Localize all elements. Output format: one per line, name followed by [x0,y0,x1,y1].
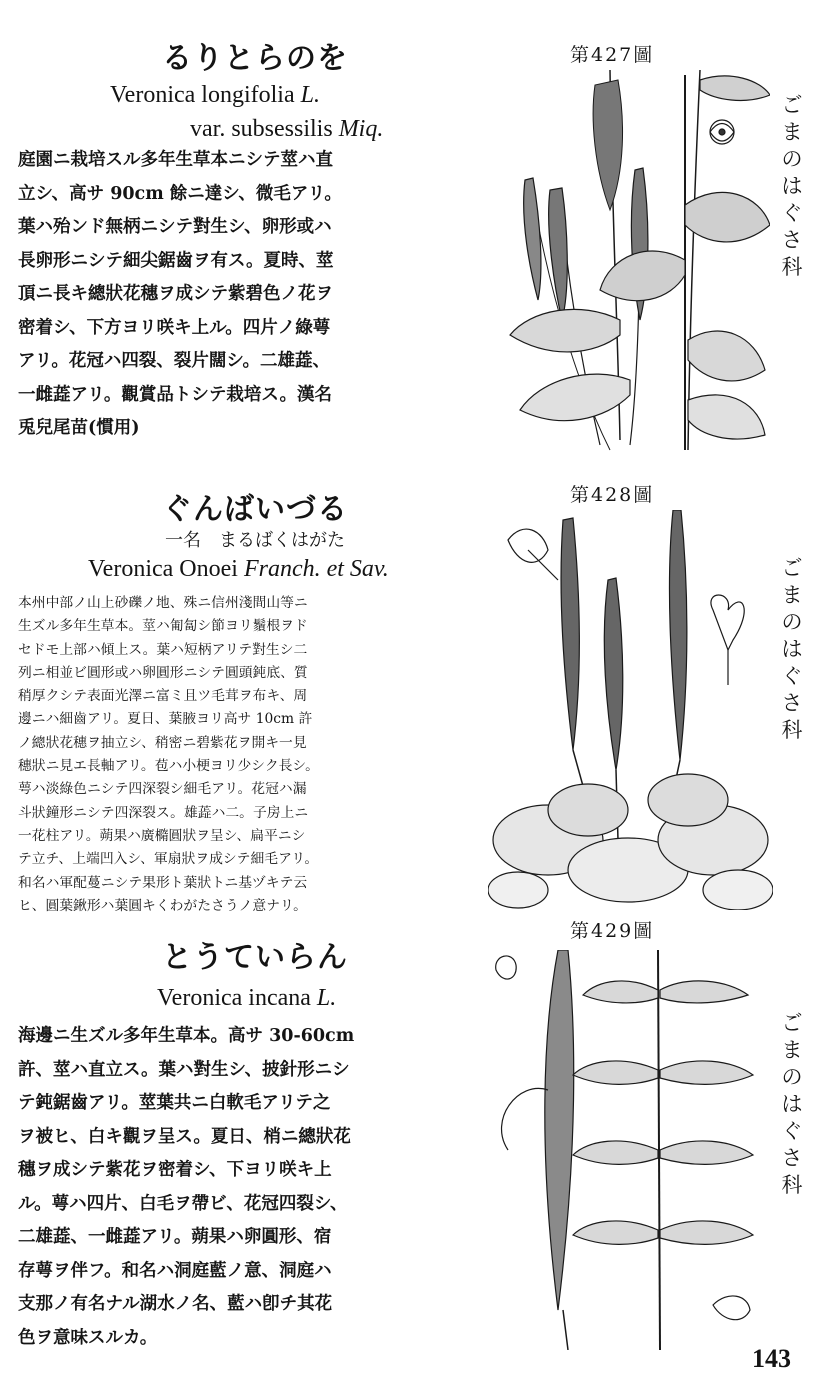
family-char: ぐ [781,1119,803,1143]
description-line: ヲ被ヒ、白キ觀ヲ呈ス。夏日、梢ニ總狀花 [18,1126,351,1147]
entry-title: とうていらん [162,940,348,975]
description-line: 長卵形ニシテ細尖鋸齒ヲ有ス。夏時、莖 [18,250,334,271]
scientific-name: Veronica Onoei Franch. et Sav. [88,556,389,582]
family-char: さ [781,1146,803,1170]
description-line: ル。萼ハ四片、白毛ヲ帶ビ、花冠四裂シ、 [18,1193,348,1214]
family-char: ぐ [781,664,803,688]
description-line: 生ズル多年生草本。莖ハ匍匐シ節ヨリ鬚根ヲド [18,618,308,635]
family-char: の [781,610,803,634]
description-line: ノ總狀花穗ヲ抽立シ、稍密ニ碧紫花ヲ開キ一見 [18,734,307,751]
entry-title: るりとらのを [162,41,348,76]
family-char: 科 [781,718,803,742]
description-line: セドモ上部ハ傾上ス。葉ハ短柄アリテ對生シ二 [18,641,308,658]
family-char: は [781,1092,803,1116]
description-line: 邊ニハ細齒アリ。夏日、葉腋ヨリ高サ 10cm 許 [18,711,313,728]
family-char: ぐ [781,201,803,225]
family-char: さ [781,691,803,715]
family-char: ま [781,583,803,607]
scientific-name: Veronica incana L. [157,985,337,1011]
family-label [778,1010,806,1199]
description-line: 稍厚クシテ表面光澤ニ富ミ且ツ毛茸ヲ布キ、周 [18,688,308,705]
entry-description [18,1020,488,1355]
family-char: ご [781,1011,803,1035]
entry-429 [0,910,840,1348]
family-char: ま [781,120,803,144]
family-char: ご [781,93,803,117]
description-line: 本州中部ノ山上砂礫ノ地、殊ニ信州淺間山等ニ [18,595,308,611]
description-line: 庭園ニ栽培スル多年生草本ニシテ莖ハ直 [18,150,333,170]
variety-name: var. subsessilis Miq. [190,116,384,142]
family-char: 科 [781,1173,803,1197]
family-char: の [781,1065,803,1089]
entry-427 [0,0,840,470]
description-line: 列ニ相並ビ圓形或ハ卵圓形ニシテ圓頭鈍底、質 [18,664,308,681]
description-line: アリ。花冠ハ四裂、裂片闊シ。二雄蕋、 [18,351,331,371]
description-line: 斗狀鐘形ニシテ四深裂ス。雄蕋ハ二。子房上ニ [18,804,309,821]
description-line: 海邊ニ生ズル多年生草本。高サ 30-60cm [18,1026,355,1046]
family-char: ご [781,556,803,580]
family-char: 科 [781,255,803,279]
description-line: 穗狀ニ見エ長軸アリ。苞ハ小梗ヨリ少シク長シ。 [18,758,319,775]
description-line: 色ヲ意味スルカ。 [18,1327,158,1348]
family-char: の [781,147,803,171]
figure-label: 第428圖 [570,484,655,506]
scientific-name: Veronica longifolia L. [110,82,320,108]
page-number: 143 [752,1344,791,1373]
family-char: ま [781,1038,803,1062]
entry-title: ぐんばいづる [162,492,348,527]
figure-label: 第427圖 [570,44,655,66]
description-line: 和名ハ軍配蔓ニシテ果形ト葉狀トニ基ヅキテ云 [18,874,308,891]
alternate-name: 一名 まるばくはがた [165,530,345,551]
description-line: テ鈍鋸齒アリ。莖葉共ニ白軟毛アリテ之 [18,1093,331,1113]
family-label [778,555,806,744]
description-line: 葉ハ殆ンド無柄ニシテ對生シ、卵形或ハ [18,217,332,237]
figure-label: 第429圖 [570,920,655,942]
entry-description [18,592,488,918]
description-line: テ立チ、上端凹入シ、軍扇狀ヲ成シテ細毛アリ。 [18,851,319,868]
entry-description [18,144,488,446]
description-line: 許、莖ハ直立ス。葉ハ對生シ、披針形ニシ [18,1059,350,1080]
description-line: ヒ、圓葉鍬形ハ葉圓キくわがたさうノ意ナリ。 [18,897,307,914]
description-line: 支那ノ有名ナル湖水ノ名、藍ハ卽チ其花 [18,1294,333,1314]
family-char: は [781,637,803,661]
plant-illustration-429 [488,950,773,1350]
description-line: 存萼ヲ伴フ。和名ハ洞庭藍ノ意、洞庭ハ [18,1260,332,1281]
description-line: 一雌蕋アリ。觀賞品トシテ栽培ス。漢名 [18,384,332,405]
family-char: さ [781,228,803,252]
family-char: は [781,174,803,198]
description-line: 立シ、高サ 90cm 餘ニ達シ、微毛アリ。 [18,183,342,204]
description-line: 二雄蕋、一雌蕋アリ。蒴果ハ卵圓形、宿 [18,1227,332,1247]
description-line: 萼ハ淡綠色ニシテ四深裂シ細毛アリ。花冠ハ漏 [18,781,307,798]
description-line: 密着シ、下方ヨリ咲キ上ル。四片ノ綠萼 [18,317,331,338]
plant-illustration-428 [488,510,773,910]
entry-428 [0,470,840,914]
family-label [778,92,806,281]
description-line: 頂ニ長キ總狀花穗ヲ成シテ紫碧色ノ花ヲ [18,284,333,304]
plant-illustration-427 [500,60,770,460]
description-line: 兎兒尾苗(慣用) [18,418,140,438]
description-line: 穗ヲ成シテ紫花ヲ密着シ、下ヨリ咲キ上 [18,1160,332,1180]
description-line: 一花柱アリ。蒴果ハ廣橢圓狀ヲ呈シ、扁平ニシ [18,827,306,844]
